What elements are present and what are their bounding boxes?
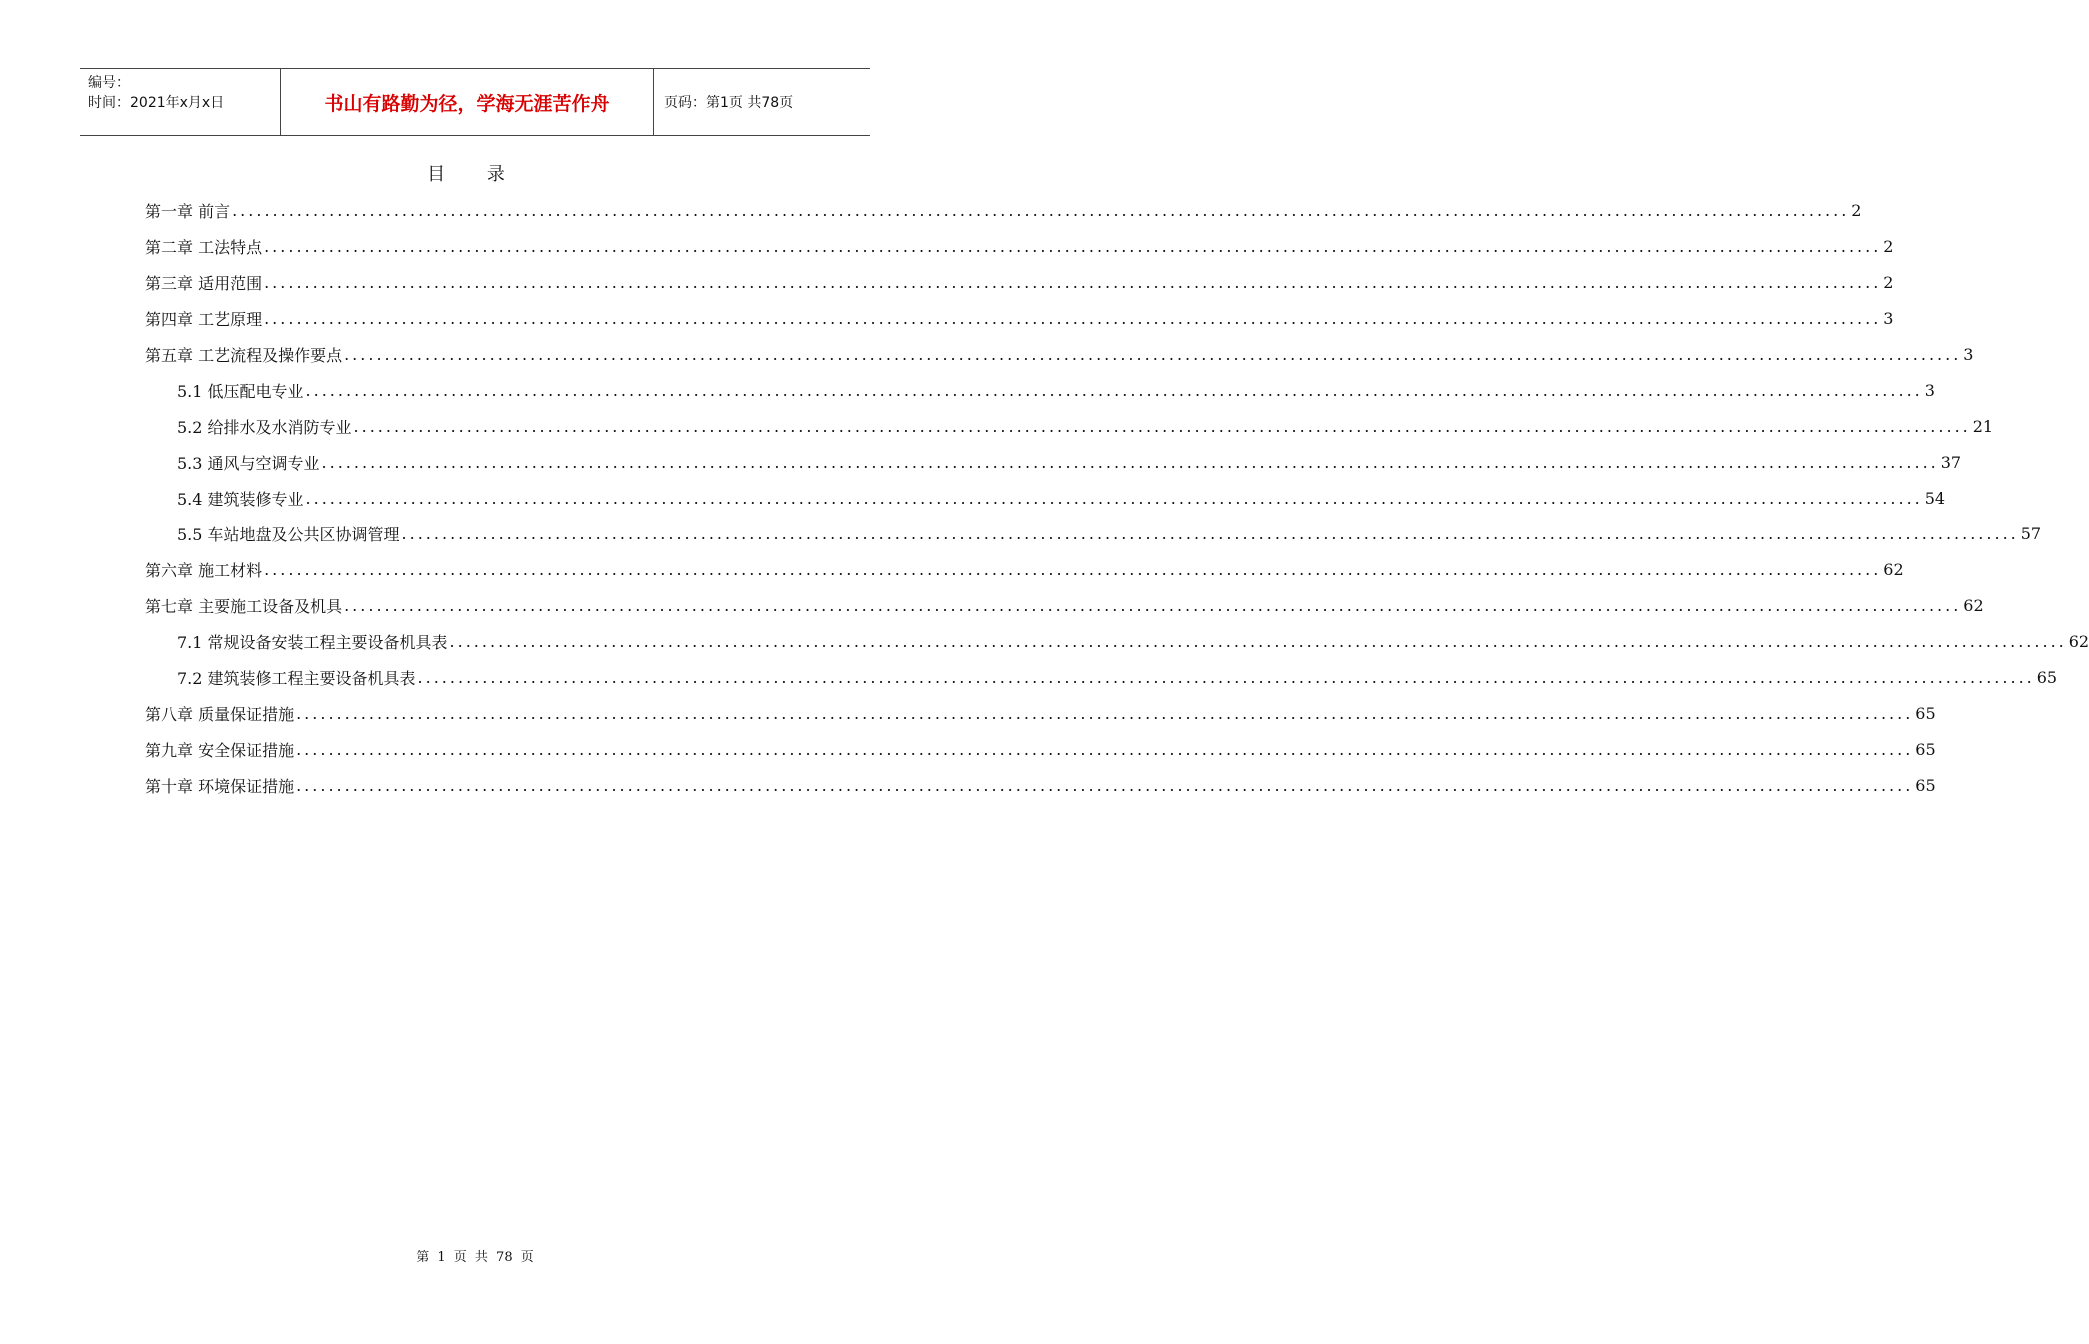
toc-entry-page: 3	[1883, 309, 1894, 329]
toc-entry[interactable]	[145, 229, 1894, 265]
toc-entry-label: 第三章 适用范围	[145, 274, 263, 294]
toc-leader-dots: ........................................................................................................................................................................................................	[305, 380, 1923, 400]
toc-entry-page: 62	[2068, 632, 2089, 652]
toc-entry-page: 62	[1963, 596, 1984, 616]
toc-entry-page: 3	[1963, 345, 1974, 364]
toc-subentry[interactable]	[145, 372, 1935, 408]
toc-entry-label: 第二章 工法特点	[145, 238, 263, 258]
toc-entry-page: 3	[1924, 380, 1935, 400]
toc-leader-dots: ........................................................................................................................................................................................................	[353, 416, 1971, 436]
toc-entry-label: 第八章 质量保证措施	[145, 704, 295, 724]
toc-entry-label: 第五章 工艺流程及操作要点	[145, 346, 343, 365]
toc-entry-label: 5.5 车站地盘及公共区协调管理	[177, 525, 400, 545]
toc-subentry[interactable]	[145, 660, 2058, 696]
toc-leader-dots: ........................................................................................................................................................................................................	[232, 201, 1850, 221]
toc-entry-label: 第九章 安全保证措施	[145, 740, 295, 760]
toc-leader-dots: ........................................................................................................................................................................................................	[296, 775, 1914, 795]
page-footer: 第 1 页 共 78 页	[416, 1250, 534, 1265]
toc-leader-dots: ........................................................................................................................................................................................................	[449, 632, 2067, 652]
toc-subentry[interactable]	[145, 408, 1994, 444]
toc-entry[interactable]	[145, 588, 1984, 624]
toc-subentry[interactable]	[145, 444, 1962, 480]
toc-entry-label: 7.1 常规设备安装工程主要设备机具表	[177, 633, 448, 653]
toc-entry-page: 65	[2036, 668, 2058, 688]
toc-entry-page: 21	[1972, 416, 1994, 436]
toc-leader-dots: ........................................................................................................................................................................................................	[321, 452, 1939, 472]
page-header	[80, 68, 870, 136]
toc-leader-dots: ........................................................................................................................................................................................................	[264, 237, 1882, 257]
toc-entry-label: 5.3 通风与空调专业	[177, 453, 320, 473]
document-number-label: 编号：	[88, 75, 130, 91]
toc-entry-page: 2	[1883, 273, 1894, 293]
toc-entry[interactable]	[145, 301, 1894, 337]
toc-leader-dots: ........................................................................................................................................................................................................	[305, 488, 1923, 508]
document-date: 时间：2021年x月x日	[88, 95, 225, 111]
toc-subentry[interactable]	[145, 516, 2042, 552]
toc-entry-label: 第十章 环境保证措施	[145, 776, 295, 796]
toc-entry-label: 第六章 施工材料	[145, 561, 263, 581]
toc-entry-label: 第一章 前言	[145, 202, 231, 222]
toc-leader-dots: ........................................................................................................................................................................................................	[417, 668, 2035, 688]
toc-entry-label: 5.1 低压配电专业	[177, 381, 304, 401]
toc-entry-page: 54	[1924, 488, 1946, 508]
toc-entry[interactable]	[145, 695, 1936, 731]
header-motto: 书山有路勤为径，学海无涯苦作舟	[280, 69, 654, 135]
toc-leader-dots: ........................................................................................................................................................................................................	[344, 345, 1962, 364]
toc-entry[interactable]	[145, 337, 1974, 373]
toc-leader-dots: ........................................................................................................................................................................................................	[344, 596, 1962, 616]
toc-entry-label: 5.4 建筑装修专业	[177, 489, 304, 509]
toc-entry-page: 62	[1883, 560, 1904, 580]
toc-leader-dots: ........................................................................................................................................................................................................	[264, 560, 1882, 580]
toc-entry-label: 第七章 主要施工设备及机具	[145, 597, 343, 617]
toc-entry-page: 65	[1915, 775, 1936, 795]
toc-entry-page: 65	[1915, 703, 1936, 723]
toc-subentry[interactable]	[145, 624, 2089, 660]
toc-entry[interactable]	[145, 552, 1904, 588]
toc-entry[interactable]	[145, 265, 1894, 301]
toc-leader-dots: ........................................................................................................................................................................................................	[296, 703, 1914, 723]
toc-leader-dots: ........................................................................................................................................................................................................	[401, 524, 2019, 544]
toc-entry-label: 5.2 给排水及水消防专业	[177, 417, 352, 437]
toc-title: 目 录	[427, 164, 523, 185]
toc-entry[interactable]	[145, 193, 1862, 229]
toc-entry-page: 57	[2020, 524, 2042, 544]
toc-entry[interactable]	[145, 767, 1936, 803]
toc-leader-dots: ........................................................................................................................................................................................................	[296, 739, 1914, 759]
toc-entry-label: 7.2 建筑装修工程主要设备机具表	[177, 669, 416, 689]
toc-leader-dots: ........................................................................................................................................................................................................	[264, 309, 1882, 329]
toc-entry-page: 2	[1851, 201, 1862, 221]
toc-subentry[interactable]	[145, 480, 1946, 516]
toc-entry-label: 第四章 工艺原理	[145, 310, 263, 330]
toc-entry[interactable]	[145, 731, 1936, 767]
toc-entry-page: 65	[1915, 739, 1936, 759]
toc-entry-page: 2	[1883, 237, 1894, 257]
table-of-contents	[145, 193, 2089, 803]
toc-leader-dots: ........................................................................................................................................................................................................	[264, 273, 1882, 293]
header-page-info: 页码：第1页 共78页	[664, 95, 794, 111]
toc-entry-page: 37	[1940, 452, 1962, 472]
header-meta	[80, 69, 280, 135]
